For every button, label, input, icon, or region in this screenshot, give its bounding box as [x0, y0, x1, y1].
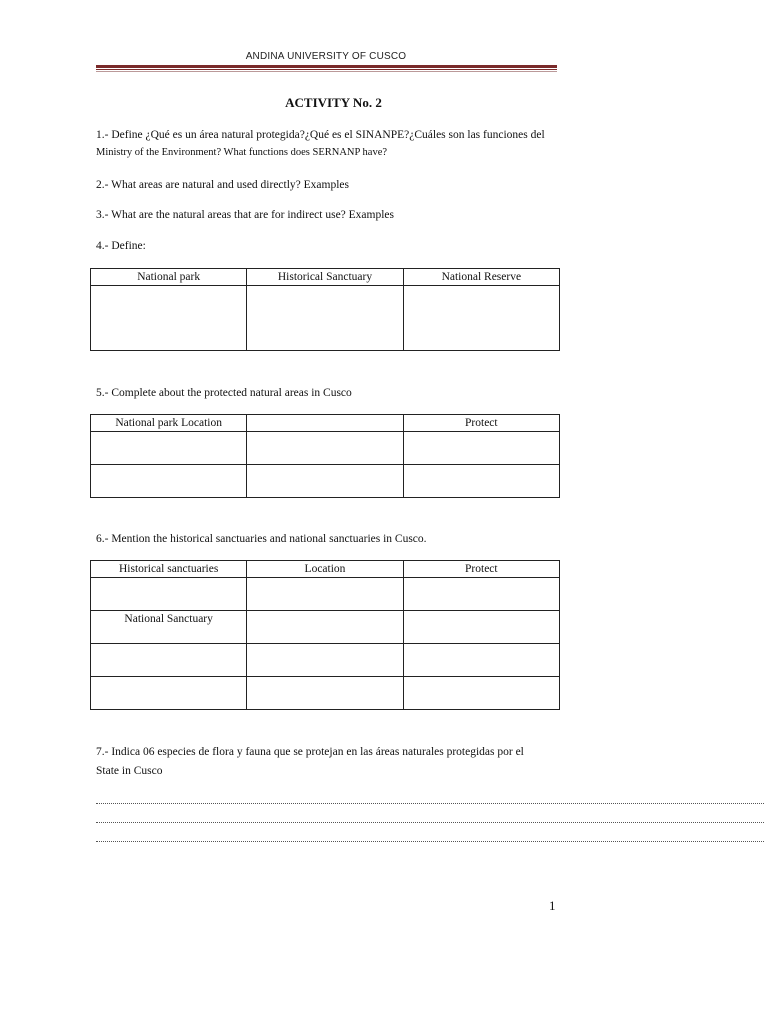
question-1-line-2: Ministry of the Environment? What functions does SERNANP have? — [96, 147, 388, 158]
table-header-cell: Historical Sanctuary — [247, 269, 403, 286]
university-header: ANDINA UNIVERSITY OF CUSCO — [245, 51, 407, 62]
table-header-cell — [247, 415, 403, 432]
header-rule — [96, 65, 557, 72]
table-cell — [247, 644, 403, 677]
question-7-line-1: 7.- Indica 06 especies de flora y fauna que se protejan en las áreas naturales protegidas por el — [96, 746, 524, 758]
national-sanctuary-label: National Sanctuary — [91, 611, 247, 644]
table-cell — [247, 677, 403, 710]
table-cell — [91, 432, 247, 465]
table-cell — [247, 611, 403, 644]
table-header-cell: National park — [91, 269, 247, 286]
table-cell — [403, 286, 559, 351]
table-cell — [403, 578, 559, 611]
table-cell — [91, 644, 247, 677]
activity-title: ACTIVITY No. 2 — [285, 95, 382, 110]
question-5: 5.- Complete about the protected natural areas in Cusco — [96, 387, 352, 399]
table-cell — [247, 286, 403, 351]
question-7-line-2: State in Cusco — [96, 765, 163, 777]
answer-line — [96, 822, 764, 823]
table-cell — [403, 465, 559, 498]
question-6: 6.- Mention the historical sanctuaries and national sanctuaries in Cusco. — [96, 533, 427, 545]
table-cell — [91, 677, 247, 710]
page-number: 1 — [549, 898, 556, 913]
table-cell — [91, 465, 247, 498]
define-table — [90, 268, 560, 351]
protected-areas-table — [90, 414, 560, 498]
table-cell — [247, 432, 403, 465]
question-2: 2.- What areas are natural and used directly? Examples — [96, 179, 349, 191]
table-header-cell: Protect — [403, 561, 559, 578]
question-3: 3.- What are the natural areas that are for indirect use? Examples — [96, 209, 395, 221]
table-cell — [91, 286, 247, 351]
table-header-cell: Protect — [403, 415, 559, 432]
table-cell — [403, 611, 559, 644]
question-1-line-1: 1.- Define ¿Qué es un área natural protegida?¿Qué es el SINANPE?¿Cuáles son las funciones del — [96, 129, 545, 141]
table-header-cell: National Reserve — [403, 269, 559, 286]
table-header-cell: Historical sanctuaries — [91, 561, 247, 578]
answer-line — [96, 803, 764, 804]
table-cell — [403, 432, 559, 465]
sanctuaries-table — [90, 560, 560, 710]
table-cell — [403, 644, 559, 677]
table-cell — [247, 578, 403, 611]
table-header-cell: Location — [247, 561, 403, 578]
question-4: 4.- Define: — [96, 240, 146, 252]
table-header-cell: National park Location — [91, 415, 247, 432]
table-cell — [247, 465, 403, 498]
table-cell — [91, 578, 247, 611]
answer-line — [96, 841, 764, 842]
table-cell — [403, 677, 559, 710]
